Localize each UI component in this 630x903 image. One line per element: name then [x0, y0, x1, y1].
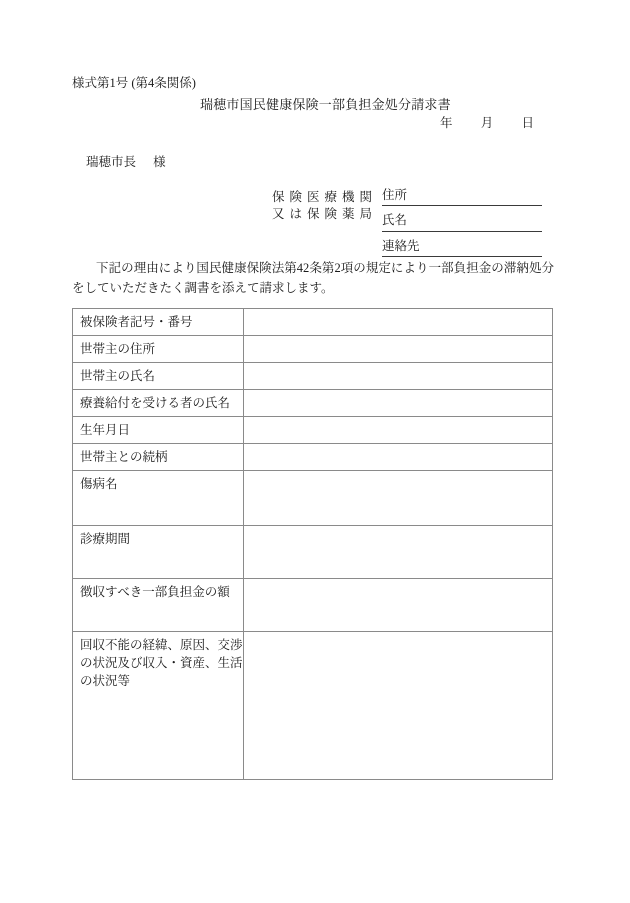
institution-label-line2: 又は保険薬局 — [272, 207, 372, 221]
row-value-birth-date[interactable] — [244, 417, 553, 444]
institution-contact-label: 連絡先 — [382, 238, 420, 253]
table-row — [73, 336, 553, 363]
form-number: 様式第1号 (第4条関係) — [72, 76, 196, 90]
row-value-disease-name[interactable] — [244, 471, 553, 526]
row-label-recipient-name: 療養給付を受ける者の氏名 — [73, 390, 244, 417]
row-value-uncollectible-circumstances[interactable] — [244, 632, 553, 780]
row-label-birth-date: 生年月日 — [73, 417, 244, 444]
row-value-householder-name[interactable] — [244, 363, 553, 390]
claim-details-table-body — [73, 309, 553, 780]
table-row — [73, 363, 553, 390]
row-label-insured-number: 被保険者記号・番号 — [73, 309, 244, 336]
addressee-line — [86, 155, 166, 170]
institution-label-line1: 保険医療機関 — [272, 190, 372, 204]
date-day-label: 日 — [521, 116, 535, 130]
row-label-householder-address: 世帯主の住所 — [73, 336, 244, 363]
row-value-relationship[interactable] — [244, 444, 553, 471]
institution-name-label: 氏名 — [382, 213, 408, 228]
row-label-collectible-amount: 徴収すべき一部負担金の額 — [73, 579, 244, 632]
body-paragraph — [72, 258, 554, 298]
row-label-treatment-period: 診療期間 — [73, 526, 244, 579]
row-value-insured-number[interactable] — [244, 309, 553, 336]
table-row — [73, 309, 553, 336]
row-value-treatment-period[interactable] — [244, 526, 553, 579]
institution-label — [272, 188, 372, 223]
row-label-uncollectible-circumstances: 回収不能の経緯、原因、交渉の状況及び収入・資産、生活の状況等 — [73, 632, 244, 780]
institution-name-field[interactable] — [382, 213, 542, 231]
table-row — [73, 444, 553, 471]
row-label-householder-name: 世帯主の氏名 — [73, 363, 244, 390]
table-row — [73, 417, 553, 444]
body-paragraph-text: 下記の理由により国民健康保険法第42条第2項の規定により一部負担金の滞納処分をしていただきたく調書を添えて請求します。 — [72, 261, 554, 295]
row-value-recipient-name[interactable] — [244, 390, 553, 417]
institution-address-field[interactable] — [382, 188, 542, 206]
table-row — [73, 526, 553, 579]
claim-details-table — [72, 308, 553, 780]
row-value-householder-address[interactable] — [244, 336, 553, 363]
table-row — [73, 471, 553, 526]
date-year-label: 年 — [440, 116, 453, 130]
institution-fields — [382, 188, 542, 257]
table-row — [73, 632, 553, 780]
table-row — [73, 579, 553, 632]
row-value-collectible-amount[interactable] — [244, 579, 553, 632]
addressee-honorific: 様 — [153, 155, 166, 169]
date-line — [440, 116, 534, 131]
row-label-disease-name: 傷病名 — [73, 471, 244, 526]
institution-address-label: 住所 — [382, 188, 408, 202]
date-month-label: 月 — [480, 116, 494, 130]
institution-block — [272, 188, 540, 257]
table-row — [73, 390, 553, 417]
addressee-name: 瑞穂市長 — [86, 155, 137, 169]
row-label-relationship: 世帯主との続柄 — [73, 444, 244, 471]
document-title: 瑞穂市国民健康保険一部負担金処分請求書 — [200, 97, 451, 112]
institution-contact-field[interactable] — [382, 239, 542, 257]
